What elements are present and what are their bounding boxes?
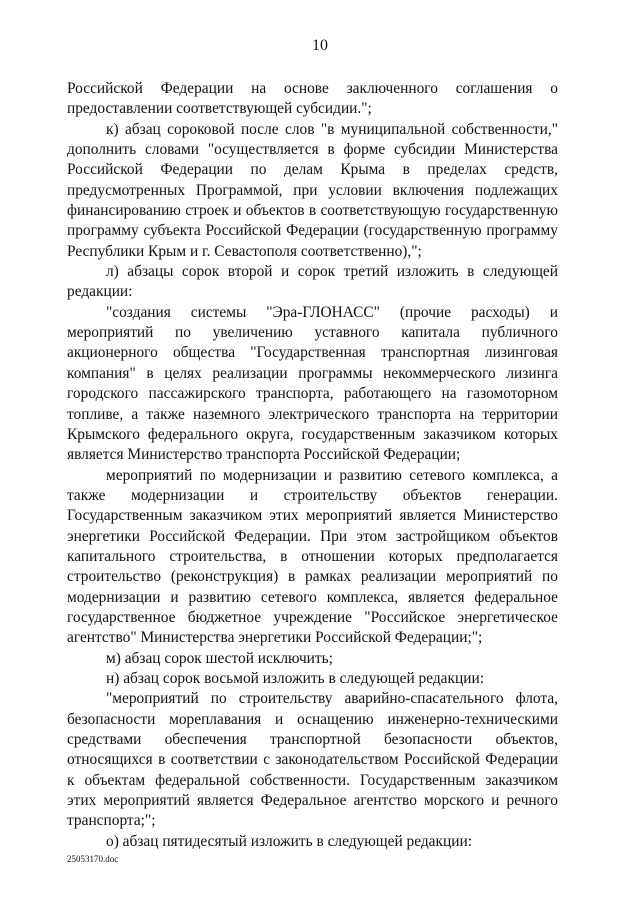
paragraph-continuation: Российской Федерации на основе заключенного соглашения о предоставлении соответствующей субсидии."; — [67, 80, 558, 118]
paragraph-item-n: н) абзац сорок восьмой изложить в следующей редакции: — [106, 669, 484, 687]
paragraph-quote-era-glonass: "создания системы "Эра-ГЛОНАСС" (прочие расходы) и мероприятий по увеличению уставного капитала публичного акционерного общества "Государственная транспортная лизинговая компания" в целях реализации программы некоммерческого лизинга городского пассажирского транспорта, работающего на газомоторном топливе, а также наземного электрического транспорта на территории Крымского федерального округа, государственным заказчиком которых является Министерство транспорта Российской Федерации; — [67, 303, 558, 464]
paragraph-quote-rescue-fleet: "мероприятий по строительству аварийно-спасательного флота, безопасности мореплавания и оснащению инженерно-техническими средствами обеспечения транспортной безопасности объектов, относящихся в соответствии с законодательством Российской Федерации к объектам федеральной собственности. Государственным заказчиком этих мероприятий является Федеральное агентство морского и речного транспорта;"; — [67, 690, 558, 830]
document-body — [67, 79, 558, 852]
page-number: 10 — [312, 37, 328, 54]
paragraph-item-o: о) абзац пятидесятый изложить в следующей редакции: — [106, 832, 472, 850]
paragraph-item-m: м) абзац сорок шестой исключить; — [106, 649, 333, 667]
document-filename: 25053170.doc — [67, 854, 119, 864]
paragraph-item-k: к) абзац сороковой после слов "в муниципальной собственности," дополнить словами "осуществляется в форме субсидии Министерства Российской Федерации по делам Крыма в пределах средств, предусмотренных Программой, при условии включения подлежащих финансированию строек и объектов в соответствующую государственную программу субъекта Российской Федерации (государственную программу Республики Крым и г. Севастополя соответственно),"; — [67, 120, 558, 260]
paragraph-network-modernization: мероприятий по модернизации и развитию сетевого комплекса, а также модернизации и строительству объектов генерации. Государственным заказчиком этих мероприятий является Министерство энергетики Российской Федерации. При этом застройщиком объектов капитального строительства, в отношении которых предполагается строительство (реконструкция) в рамках реализации мероприятий по модернизации и развитию сетевого комплекса, является федеральное государственное бюджетное учреждение "Российское энергетическое агентство" Министерства энергетики Российской Федерации;"; — [67, 466, 558, 647]
paragraph-item-l: л) абзацы сорок второй и сорок третий изложить в следующей редакции: — [67, 263, 558, 301]
